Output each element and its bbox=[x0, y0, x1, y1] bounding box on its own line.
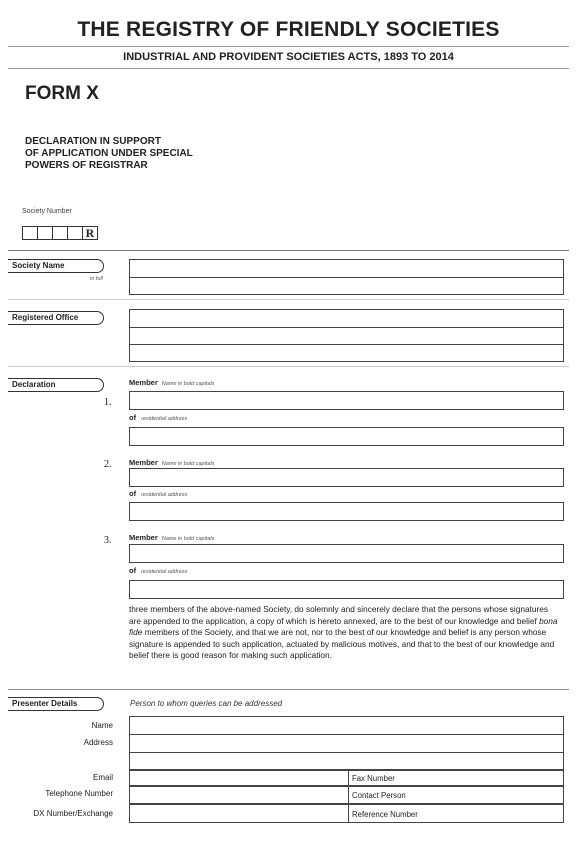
registered-office-field[interactable] bbox=[129, 309, 564, 362]
member-3-label bbox=[129, 533, 214, 542]
field-row-divider bbox=[129, 752, 564, 753]
header-divider bbox=[8, 46, 569, 47]
presenter-name-address-field[interactable] bbox=[129, 716, 564, 770]
fax-number-label: Fax Number bbox=[352, 774, 395, 783]
member-3-name-field[interactable] bbox=[129, 544, 564, 563]
of-hint: residential address bbox=[141, 492, 188, 498]
member-label-text: Member bbox=[129, 458, 158, 467]
society-number-digit-3[interactable] bbox=[52, 226, 68, 240]
field-row-divider bbox=[129, 344, 564, 345]
form-subtitle: INDUSTRIAL AND PROVIDENT SOCIETIES ACTS, 1893 TO 2014 bbox=[123, 51, 454, 63]
presenter-address-label: Address bbox=[83, 738, 113, 747]
member-3-of-label bbox=[129, 566, 187, 575]
presenter-note: Person to whom queries can be addressed bbox=[130, 699, 283, 708]
declaration-heading-line: DECLARATION IN SUPPORT bbox=[25, 136, 161, 147]
section-divider bbox=[8, 250, 569, 251]
declaration-text-italic: bona fide bbox=[129, 615, 558, 638]
form-title: THE REGISTRY OF FRIENDLY SOCIETIES bbox=[77, 18, 500, 41]
of-label-text: of bbox=[129, 413, 137, 422]
member-label-text: Member bbox=[129, 378, 158, 387]
presenter-telephone-field[interactable] bbox=[129, 786, 349, 804]
of-hint: residential address bbox=[141, 416, 188, 422]
field-row-divider bbox=[129, 277, 564, 278]
presenter-telephone-label: Telephone Number bbox=[45, 789, 113, 798]
member-label-text: Member bbox=[129, 533, 158, 542]
member-hint: Name in bold capitals bbox=[161, 381, 215, 387]
field-row-divider bbox=[129, 327, 564, 328]
presenter-email-label: Email bbox=[92, 773, 113, 782]
presenter-name-label: Name bbox=[91, 721, 113, 730]
header-divider-2 bbox=[8, 68, 569, 69]
society-number-digit-4[interactable] bbox=[67, 226, 83, 240]
society-name-note: in full bbox=[90, 276, 103, 282]
member-1-label bbox=[129, 378, 214, 387]
registered-office-tab: Registered Office bbox=[8, 311, 104, 325]
section-divider bbox=[8, 689, 569, 690]
of-label-text: of bbox=[129, 566, 137, 575]
declaration-statement bbox=[129, 604, 561, 662]
presenter-dx-field[interactable] bbox=[129, 804, 349, 823]
member-3-address-field[interactable] bbox=[129, 580, 564, 599]
declaration-tab: Declaration bbox=[8, 378, 104, 392]
form-id: FORM X bbox=[25, 83, 99, 104]
member-1-number: 1. bbox=[104, 397, 112, 408]
society-name-tab: Society Name bbox=[8, 259, 104, 273]
of-hint: residential address bbox=[141, 569, 188, 575]
member-1-of-label bbox=[129, 413, 187, 422]
declaration-heading-line: POWERS OF REGISTRAR bbox=[25, 160, 148, 171]
presenter-details-tab: Presenter Details bbox=[8, 697, 104, 711]
society-number-label: Society Number bbox=[22, 208, 72, 215]
member-2-name-field[interactable] bbox=[129, 468, 564, 487]
society-number-suffix: R bbox=[82, 226, 98, 240]
declaration-text-part: three members of the above-named Society, do solemnly and sincerely declare that the persons whose signatures are appended to the application, a copy of which is hereto annexed, are to the best of our knowledge and belief bbox=[129, 604, 549, 626]
member-1-address-field[interactable] bbox=[129, 427, 564, 446]
member-2-of-label bbox=[129, 489, 187, 498]
presenter-dx-label: DX Number/Exchange bbox=[33, 809, 113, 818]
of-label-text: of bbox=[129, 489, 137, 498]
declaration-heading-line: OF APPLICATION UNDER SPECIAL bbox=[25, 148, 193, 159]
declaration-heading bbox=[25, 136, 275, 172]
declaration-text-part: members of the Society, and that we are not, nor to the best of our knowledge and belief is any person whose signature is appended to such application, actuated by malicious motives, and that to the best of our knowledge and belief there is good reason for making such application. bbox=[129, 627, 555, 661]
presenter-email-field[interactable] bbox=[129, 770, 349, 786]
member-hint: Name in bold capitals bbox=[161, 536, 215, 542]
member-hint: Name in bold capitals bbox=[161, 461, 215, 467]
society-number-digit-1[interactable] bbox=[22, 226, 38, 240]
member-2-number: 2. bbox=[104, 459, 112, 470]
member-2-address-field[interactable] bbox=[129, 502, 564, 521]
society-number-digit-2[interactable] bbox=[37, 226, 53, 240]
section-divider bbox=[8, 299, 569, 300]
member-1-name-field[interactable] bbox=[129, 391, 564, 410]
contact-person-label: Contact Person bbox=[352, 791, 406, 800]
member-3-number: 3. bbox=[104, 535, 112, 546]
member-2-label bbox=[129, 458, 214, 467]
section-divider bbox=[8, 366, 569, 367]
field-row-divider bbox=[129, 734, 564, 735]
reference-number-label: Reference Number bbox=[352, 810, 418, 819]
